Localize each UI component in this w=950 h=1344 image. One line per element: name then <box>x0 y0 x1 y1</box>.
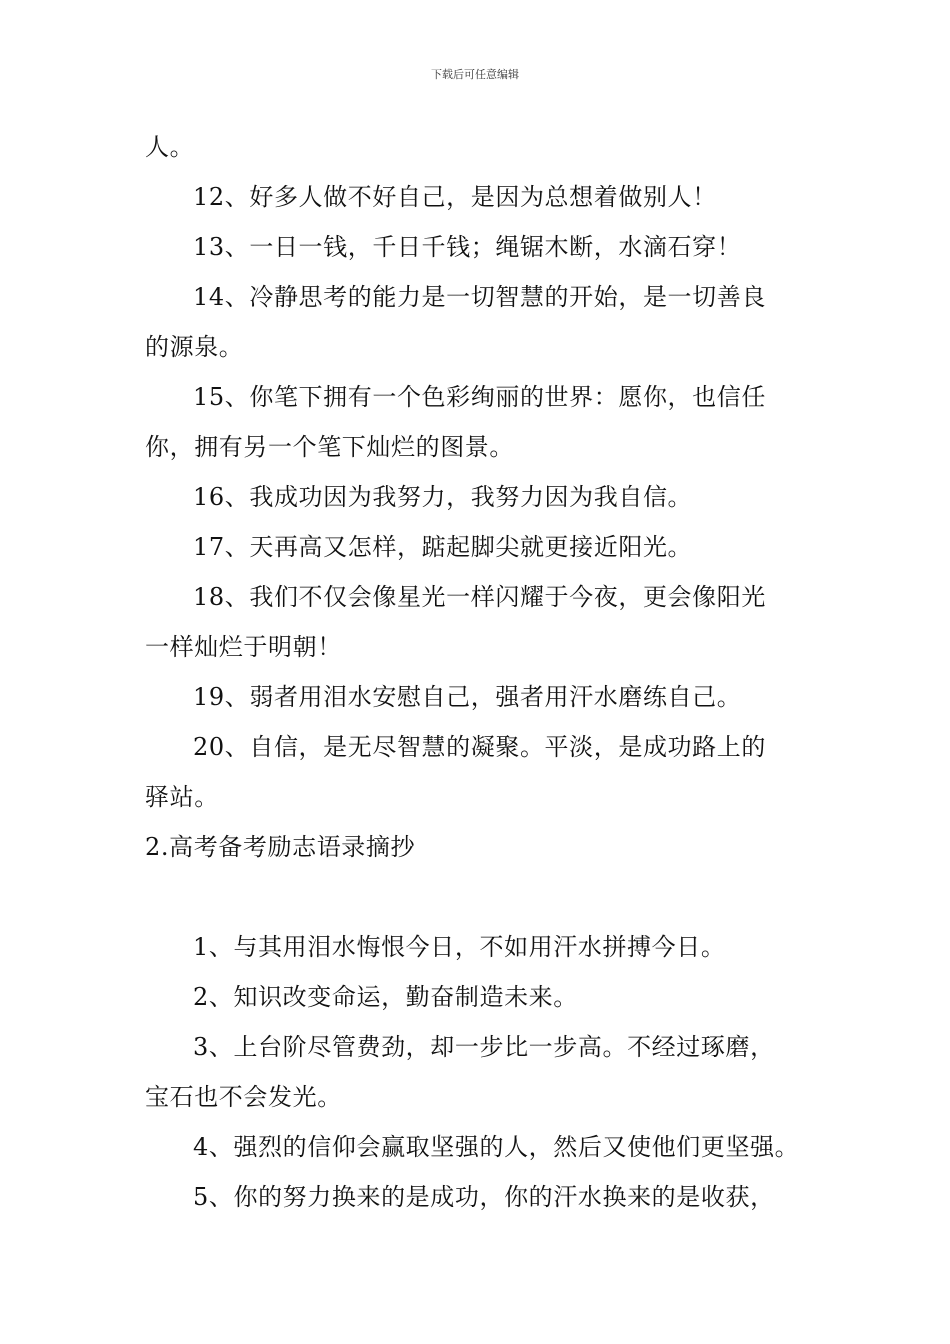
list-item-1: 1、与其用泪水悔恨今日，不如用汗水拼搏今日。 <box>193 933 726 961</box>
text-line: 驿站。 <box>145 783 219 811</box>
list-item-16: 16、我成功因为我努力，我努力因为我自信。 <box>193 483 693 511</box>
section-heading: 2.高考备考励志语录摘抄 <box>145 833 416 861</box>
list-item-19: 19、弱者用泪水安慰自己，强者用汗水磨练自己。 <box>193 683 742 711</box>
list-item-14: 14、冷静思考的能力是一切智慧的开始，是一切善良 <box>193 283 766 311</box>
text-line: 的源泉。 <box>145 333 244 361</box>
text-line: 你，拥有另一个笔下灿烂的图景。 <box>145 433 514 461</box>
list-item-15: 15、你笔下拥有一个色彩绚丽的世界：愿你，也信任 <box>193 383 766 411</box>
list-item-20: 20、自信，是无尽智慧的凝聚。平淡，是成功路上的 <box>193 733 766 761</box>
list-item-3: 3、上台阶尽管费劲，却一步比一步高。不经过琢磨， <box>193 1033 775 1061</box>
list-item-12: 12、好多人做不好自己，是因为总想着做别人！ <box>193 183 717 211</box>
list-item-5: 5、你的努力换来的是成功，你的汗水换来的是收获， <box>193 1183 775 1211</box>
text-line: 人。 <box>145 133 195 161</box>
list-item-4: 4、强烈的信仰会赢取坚强的人，然后又使他们更坚强。 <box>193 1133 800 1161</box>
list-item-13: 13、一日一钱，千日千钱；绳锯木断，水滴石穿！ <box>193 233 742 261</box>
list-item-17: 17、天再高又怎样，踮起脚尖就更接近阳光。 <box>193 533 693 561</box>
text-line: 一样灿烂于明朝！ <box>145 633 342 661</box>
list-item-18: 18、我们不仅会像星光一样闪耀于今夜，更会像阳光 <box>193 583 766 611</box>
page-header: 下载后可任意编辑 <box>431 68 519 81</box>
text-line: 宝石也不会发光。 <box>145 1083 342 1111</box>
list-item-2: 2、知识改变命运，勤奋制造未来。 <box>193 983 578 1011</box>
